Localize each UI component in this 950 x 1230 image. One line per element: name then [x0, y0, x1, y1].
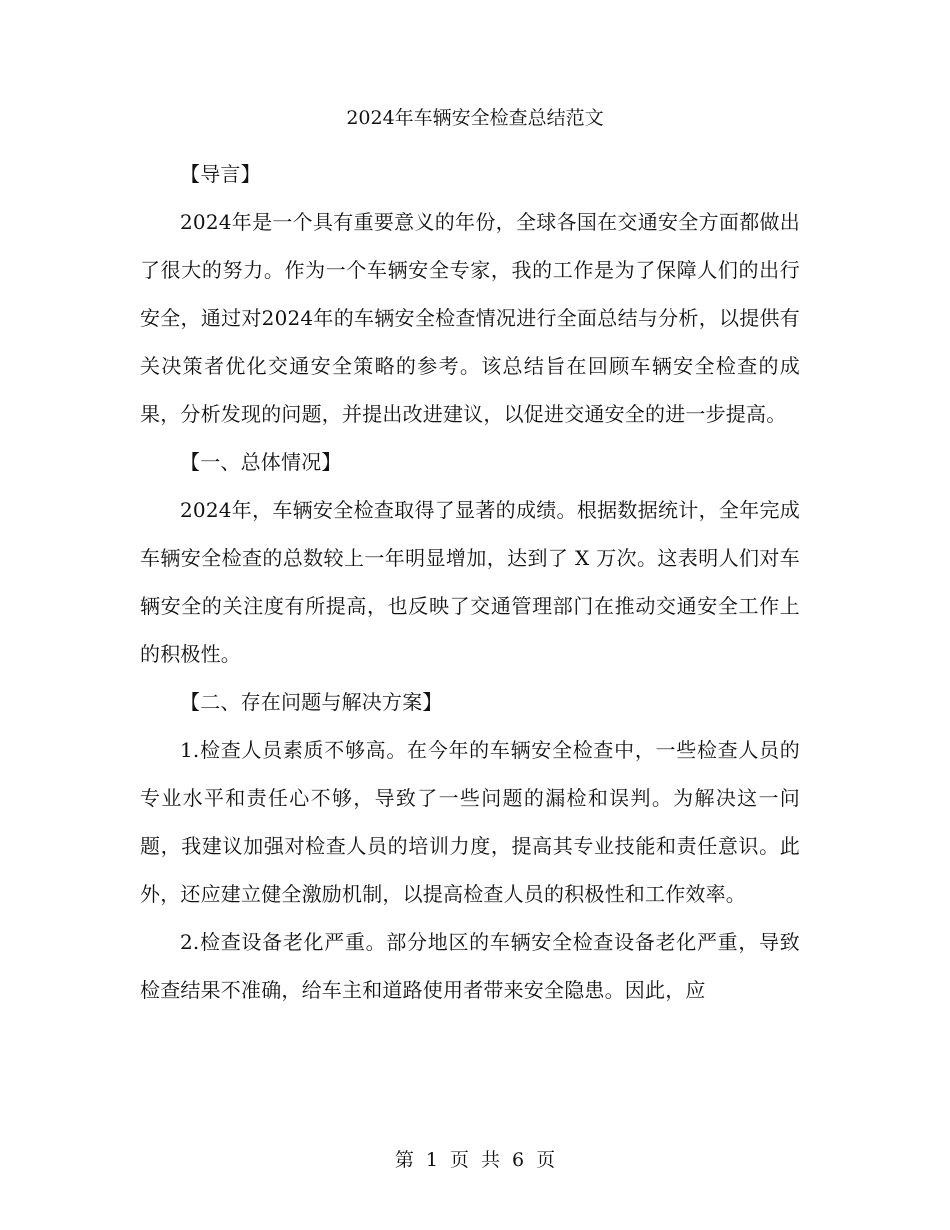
problem-paragraph-1: 1.检查人员素质不够高。在今年的车辆安全检查中，一些检查人员的专业水平和责任心不够，导致了一些问题的漏检和误判。为解决这一问题，我建议加强对检查人员的培训力度，提高其专业技能和责任意识。此外，还应建立健全激励机制，以提高检查人员的积极性和工作效率。 — [140, 738, 800, 906]
page-number-footer: 第 1 页 共 6 页 — [394, 1149, 556, 1171]
document-title: 2024年车辆安全检查总结范文 — [346, 107, 604, 129]
section-heading-overview: 【一、总体情况】 — [180, 450, 342, 474]
intro-paragraph: 2024年是一个具有重要意义的年份，全球各国在交通安全方面都做出了很大的努力。作为一个车辆安全专家，我的工作是为了保障人们的出行安全，通过对2024年的车辆安全检查情况进行全面总结与分析，以提供有关决策者优化交通安全策略的参考。该总结旨在回顾车辆安全检查的成果，分析发现的问题，并提出改进建议，以促进交通安全的进一步提高。 — [140, 210, 800, 426]
section-heading-intro: 【导言】 — [180, 162, 261, 186]
document-body — [140, 150, 800, 1014]
problem-paragraph-2: 2.检查设备老化严重。部分地区的车辆安全检查设备老化严重，导致检查结果不准确，给车主和道路使用者带来安全隐患。因此，应 — [140, 930, 800, 1002]
overview-paragraph: 2024年，车辆安全检查取得了显著的成绩。根据数据统计，全年完成车辆安全检查的总数较上一年明显增加，达到了 X 万次。这表明人们对车辆安全的关注度有所提高，也反映了交通管理部门在推动交通安全工作上的积极性。 — [140, 498, 800, 666]
section-heading-problems: 【二、存在问题与解决方案】 — [180, 690, 443, 714]
